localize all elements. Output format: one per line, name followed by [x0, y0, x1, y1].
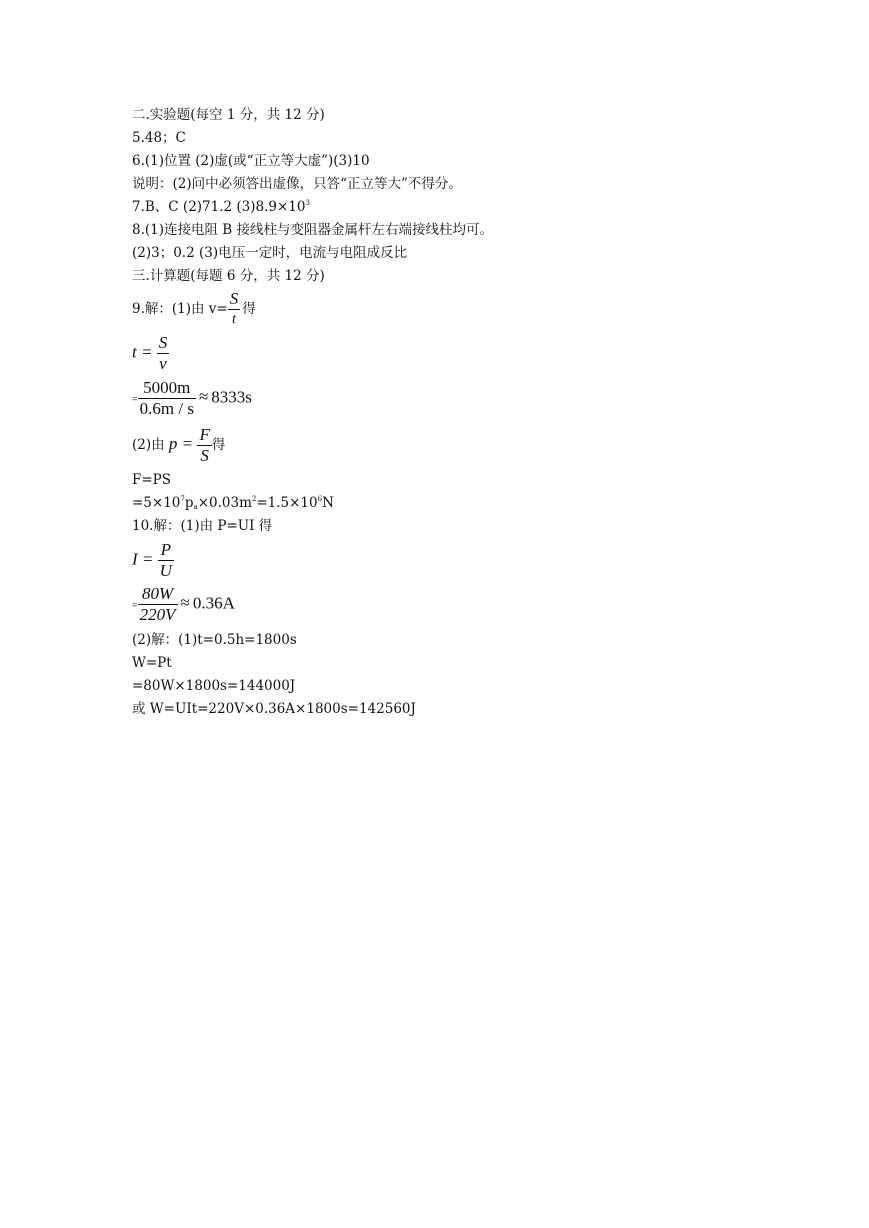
- q9-part2-after: 得: [211, 437, 226, 453]
- q9-fraction-f-over-s: [197, 425, 211, 466]
- answer-8-part2: (2)3；0.2 (3)电压一定时，电流与电阻成反比: [132, 245, 408, 261]
- q9-frac2-denominator: v: [159, 354, 167, 373]
- q9-frac3-numerator: 5000m: [138, 378, 196, 399]
- section-2-heading: 二.实验题(每空 1 分，共 12 分): [132, 107, 325, 123]
- q9-part2-prefix: (2)由: [132, 437, 165, 453]
- q9-intro: 9.解：(1)由 v=: [132, 301, 228, 317]
- q9-eq-t-lhs: t =: [132, 342, 153, 362]
- q10-eq-i: [132, 540, 174, 581]
- q9-fraction-distance-over-speed: [138, 378, 196, 419]
- q9-calc-sub: a: [193, 503, 198, 511]
- answer-7-text: 7.B、C (2)71.2 (3)8.9×10: [132, 199, 306, 215]
- q9-frac3-denominator: 0.6m / s: [139, 399, 194, 418]
- q9-calc-a: =5×10: [132, 495, 181, 511]
- q9-frac4-denominator: S: [200, 446, 209, 465]
- q9-eq-t: [132, 333, 169, 374]
- q9-calc-e: N: [322, 495, 334, 511]
- section-3-heading: 三.计算题(每题 6 分，共 12 分): [132, 268, 325, 284]
- q10-work-calc: =80W×1800s=144000J: [132, 678, 296, 694]
- q9-intro-after: 得: [242, 301, 256, 317]
- q9-calc-b: p: [184, 495, 194, 511]
- q10-frac2-denominator: 220V: [139, 605, 176, 624]
- q9-result: 8333s: [211, 387, 252, 407]
- q10-result: 0.36A: [192, 593, 235, 613]
- q9-frac1-numerator: S: [229, 289, 239, 308]
- q10-part2: (2)解：(1)t=0.5h=1800s: [132, 632, 297, 648]
- q9-eq-calc-equals: =: [132, 394, 138, 406]
- q10-fraction-p-over-u: [158, 540, 174, 581]
- q10-alternative: 或 W=UIt=220V×0.36A×1800s=142560J: [132, 701, 416, 717]
- q10-intro: 10.解：(1)由 P=UI 得: [132, 518, 273, 534]
- q9-calc-sup1: 7: [180, 495, 185, 503]
- q9-approx-sign: ≈: [198, 387, 209, 407]
- q9-part2-lhs: p =: [168, 434, 194, 453]
- q10-eq-calc-equals: =: [132, 600, 138, 612]
- q10-wpt: W=Pt: [132, 655, 172, 671]
- answer-5: 5.48；C: [132, 130, 186, 146]
- q10-eq-i-lhs: I =: [132, 549, 154, 569]
- q9-part2-line: [132, 425, 225, 466]
- answer-6-note: 说明：(2)问中必须答出虚像，只答“正立等大”不得分。: [132, 176, 462, 192]
- q9-calc-sup3: 6: [317, 495, 323, 503]
- q9-intro-line: [132, 289, 256, 330]
- q9-force-calc: [132, 494, 334, 512]
- q10-approx-sign: ≈: [180, 593, 190, 613]
- q9-frac1-denominator: t: [232, 312, 236, 327]
- answer-7-exponent: 3: [305, 199, 310, 207]
- q10-eq-calc: [132, 584, 235, 625]
- answer-7: [132, 198, 310, 216]
- answer-6: 6.(1)位置 (2)虚(或“正立等大虚”)(3)10: [132, 153, 370, 169]
- q9-fraction-s-over-v: [157, 333, 170, 374]
- q9-fraction-s-over-t: [228, 289, 241, 330]
- q10-frac2-numerator: 80W: [138, 584, 178, 605]
- q9-calc-sup2: 2: [251, 495, 257, 503]
- q10-frac1-denominator: U: [159, 561, 172, 580]
- q10-frac1-numerator: P: [158, 540, 174, 561]
- q10-fraction-power-over-voltage: [138, 584, 178, 625]
- q9-calc-d: =1.5×10: [256, 495, 318, 511]
- q9-frac2-numerator: S: [158, 333, 168, 352]
- answer-8-part1: 8.(1)连接电阻 B 接线柱与变阻器金属杆左右端接线柱均可。: [132, 222, 494, 238]
- q9-eq-calc: [132, 378, 252, 419]
- q9-calc-c: ×0.03m: [197, 495, 252, 511]
- q9-frac4-numerator: F: [199, 425, 210, 444]
- q9-fps: F=PS: [132, 472, 172, 488]
